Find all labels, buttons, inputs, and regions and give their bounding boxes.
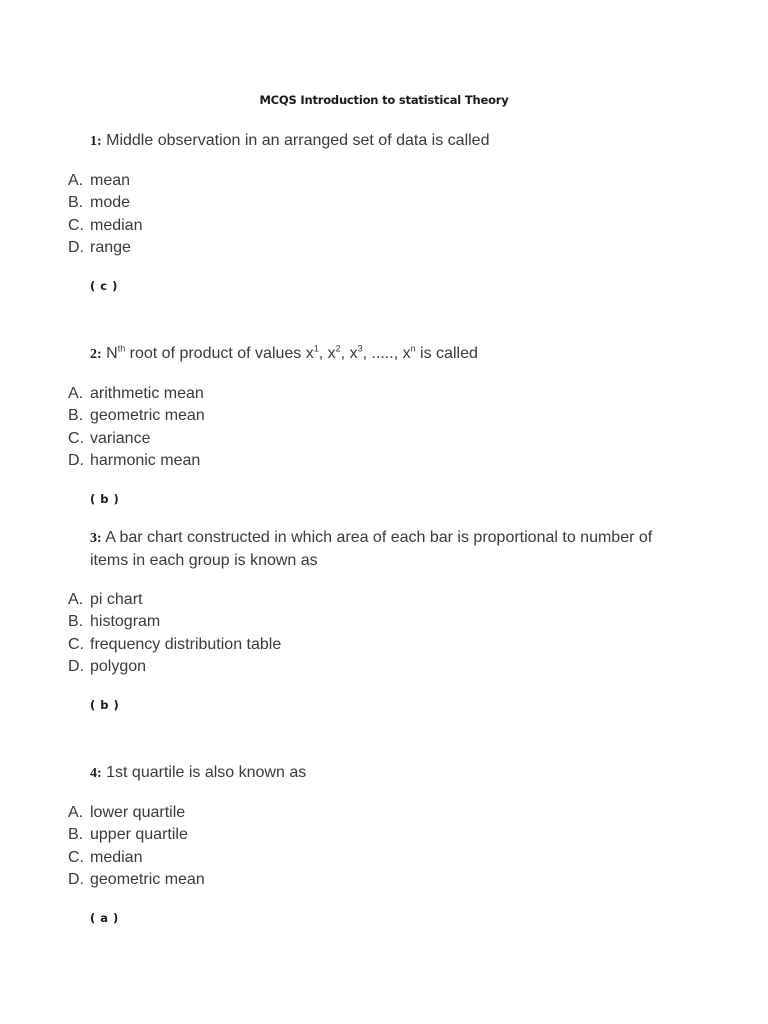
option-text: harmonic mean <box>90 451 201 469</box>
option-text: arithmetic mean <box>90 385 204 402</box>
option-text: mean <box>90 172 131 189</box>
option-text: pi chart <box>90 591 143 608</box>
option-letter: D. <box>68 451 84 469</box>
option-b <box>68 611 281 633</box>
option-text: frequency distribution table <box>90 635 282 653</box>
options-list-3 <box>68 589 281 678</box>
option-text: variance <box>90 429 151 447</box>
option-letter: B. <box>68 407 84 425</box>
answer-1: ( c ) <box>90 279 118 293</box>
option-text: polygon <box>90 657 147 675</box>
option-a <box>68 170 142 192</box>
option-text: lower quartile <box>90 804 186 821</box>
option-letter: A. <box>68 804 84 821</box>
answer-2: ( b ) <box>90 492 120 506</box>
option-letter: B. <box>68 613 84 631</box>
question-text: 1st quartile is also known as <box>106 764 307 781</box>
option-c <box>68 847 205 869</box>
option-letter: D. <box>68 238 84 256</box>
option-letter: D. <box>68 657 84 675</box>
option-text: range <box>90 238 131 256</box>
option-letter: C. <box>68 216 84 234</box>
option-d <box>68 237 142 259</box>
question-number: 1: <box>90 134 102 149</box>
option-text: median <box>90 216 143 234</box>
question-1 <box>90 130 690 153</box>
option-a <box>68 802 205 824</box>
option-letter: A. <box>68 172 84 189</box>
option-c <box>68 428 205 450</box>
option-text: geometric mean <box>90 870 205 888</box>
question-number: 2: <box>90 347 102 362</box>
option-text: mode <box>90 194 131 212</box>
option-letter: D. <box>68 870 84 888</box>
option-text: geometric mean <box>90 407 205 425</box>
option-b <box>68 192 142 214</box>
option-letter: C. <box>68 635 84 653</box>
page-title: MCQS Introduction to statistical Theory <box>259 93 509 107</box>
options-list-2 <box>68 383 205 472</box>
option-letter: A. <box>68 385 84 402</box>
option-d <box>68 869 205 891</box>
question-text: $N^{th}$ root of product of values $x^1$, $x^2$, $x^3$, ....., $x^n$ is called <box>106 343 478 362</box>
answer-3: ( b ) <box>90 698 120 712</box>
question-text: Middle observation in an arranged set of data is called <box>106 132 490 149</box>
question-3 <box>90 527 690 572</box>
option-b <box>68 405 205 427</box>
question-text: A bar chart constructed in which area of each bar is proportional to number of items in each group is known as <box>90 529 653 569</box>
option-b <box>68 824 205 846</box>
option-letter: A. <box>68 591 84 608</box>
options-list-4 <box>68 802 205 891</box>
option-a <box>68 383 205 405</box>
question-number: 3: <box>90 531 102 546</box>
question-number: 4: <box>90 766 102 781</box>
option-letter: B. <box>68 826 84 844</box>
option-text: histogram <box>90 613 161 631</box>
option-letter: C. <box>68 848 84 866</box>
options-list-1 <box>68 170 142 259</box>
question-4 <box>90 762 690 785</box>
option-text: median <box>90 848 143 866</box>
question-2 <box>90 343 690 366</box>
option-letter: B. <box>68 194 84 212</box>
option-a <box>68 589 281 611</box>
option-c <box>68 634 281 656</box>
option-letter: C. <box>68 429 84 447</box>
answer-4: ( a ) <box>90 911 119 925</box>
option-text: upper quartile <box>90 826 188 844</box>
option-d <box>68 450 205 472</box>
option-c <box>68 215 142 237</box>
option-d <box>68 656 281 678</box>
